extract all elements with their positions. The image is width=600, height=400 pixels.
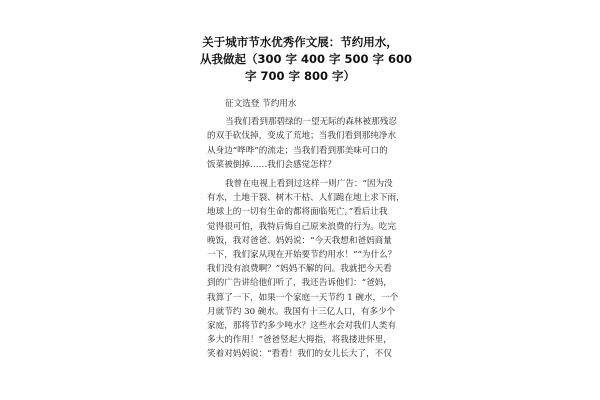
title-line: 从我做起（300 字 400 字 500 字 600: [200, 52, 413, 66]
text-line: 我曾在电视上看到过这样一则广告：“因为没: [225, 179, 393, 190]
document-subtitle: 征文选登 节约用水: [225, 99, 297, 109]
text-line: 从身边“哗哗”的流走；当我们看到那美味可口的: [207, 145, 388, 156]
paragraph-1: [207, 115, 397, 172]
text-line: 到的广告讲给他们听了，我还告诉他们：“爸妈，: [207, 278, 392, 289]
text-line: 当我们看到那碧绿的一望无际的森林被那残忍: [225, 117, 397, 128]
text-line: 饭菜被倒掉……我们会感觉怎样？: [207, 159, 336, 170]
text-line: 地球上的一切有生命的都将面临死亡。”看后让我: [207, 207, 388, 218]
text-line: 有水，土地干裂、树木干枯、人们跪在地上求下雨，: [207, 193, 405, 204]
text-line: 的双手砍伐掉，变成了荒地；当我们看到那纯净水: [207, 131, 397, 142]
paragraph-2: [207, 177, 405, 362]
text-line: 多大的作用！”爸爸竖起大拇指，将我搂进怀里，: [207, 335, 392, 346]
text-line: 我算了一下，如果一个家庭一天节约 1 碗水，一个: [207, 292, 399, 303]
document-title: [200, 34, 413, 85]
text-line: 一下，我们家从现在开始要节约用水！”“为什么？: [207, 250, 397, 261]
title-line: 关于城市节水优秀作文展：节约用水，: [202, 35, 398, 49]
text-line: 月就节约 30 碗水。我国有十三亿人口，有多少个: [207, 306, 396, 317]
document-body: [207, 97, 405, 362]
text-line: 家庭，那将节约多少吨水？这些水会对我们人类有: [207, 321, 397, 332]
text-line: 笑着对妈妈说：“看看！我们的女儿长大了，不仅: [207, 349, 392, 360]
text-line: 晚饭，我对爸爸、妈妈说：“今天我想和爸妈商量: [207, 235, 392, 246]
text-line: 觉得很可怕，我特后悔自己原来浪费的行为。吃完: [207, 221, 397, 232]
title-line: 字 700 字 800 字）: [244, 69, 356, 83]
text-line: 我们没有浪费啊？”妈妈不解的问。我就把今天看: [207, 264, 392, 275]
